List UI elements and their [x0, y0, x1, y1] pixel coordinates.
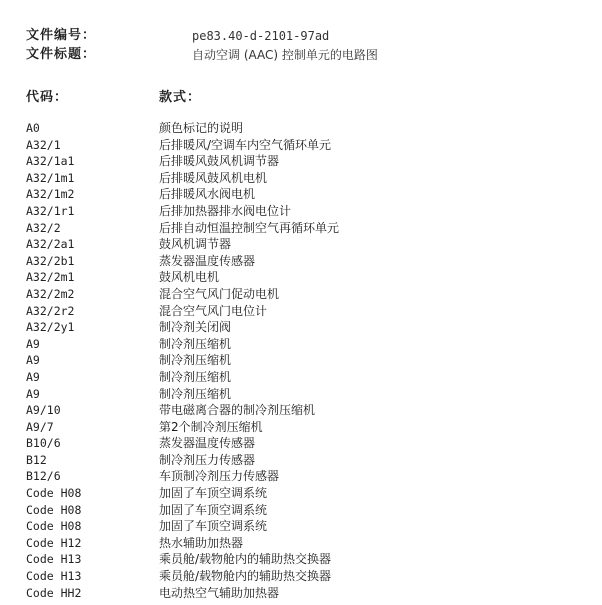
table-row	[26, 352, 586, 369]
component-code: A32/2b1	[26, 253, 75, 268]
table-row	[26, 435, 586, 452]
component-code: A9	[26, 353, 40, 368]
doc-number-label: 文件编号：	[26, 28, 97, 43]
table-row	[26, 551, 586, 568]
component-code: A9	[26, 369, 40, 384]
table-row	[26, 419, 586, 436]
component-code: Code H13	[26, 569, 82, 584]
component-list	[26, 120, 586, 601]
component-description: 混合空气风门促动电机	[159, 286, 280, 301]
component-code: A32/2r2	[26, 303, 75, 318]
component-code: B12	[26, 452, 47, 467]
component-code: Code H08	[26, 502, 82, 517]
doc-title-label: 文件标题：	[26, 47, 97, 62]
component-description: 后排自动恒温控制空气再循环单元	[159, 220, 340, 235]
table-row	[26, 518, 586, 535]
table-row	[26, 585, 586, 602]
component-description: 蒸发器温度传感器	[159, 253, 256, 268]
component-description: 制冷剂压力传感器	[159, 452, 256, 467]
doc-title-value: 自动空调 (AAC) 控制单元的电路图	[192, 48, 378, 62]
doc-number-value: pe83.40-d-2101-97ad	[192, 29, 330, 43]
component-code: A32/2a1	[26, 237, 75, 252]
table-row	[26, 303, 586, 320]
component-description: 制冷剂压缩机	[159, 386, 232, 401]
component-description: 后排暖风鼓风机电机	[159, 170, 268, 185]
component-code: Code HH2	[26, 585, 82, 600]
component-description: 后排暖风水阀电机	[159, 187, 256, 202]
component-description: 加固了车顶空调系统	[159, 486, 268, 501]
component-code: A32/1	[26, 137, 61, 152]
table-row	[26, 386, 586, 403]
component-code: A9/10	[26, 403, 61, 418]
component-description: 电动热空气辅助加热器	[159, 585, 280, 600]
table-row	[26, 452, 586, 469]
table-row	[26, 170, 586, 187]
component-description: 鼓风机调节器	[159, 237, 232, 252]
component-code: A32/2m2	[26, 286, 75, 301]
table-row	[26, 568, 586, 585]
component-code: A32/2y1	[26, 320, 75, 335]
component-description: 第2个制冷剂压缩机	[159, 419, 263, 434]
component-description: 颜色标记的说明	[159, 121, 244, 135]
component-description: 后排暖风鼓风机调节器	[159, 154, 280, 169]
component-code: A32/2m1	[26, 270, 75, 285]
table-row	[26, 319, 586, 336]
component-description: 混合空气风门电位计	[159, 303, 268, 318]
table-row	[26, 269, 586, 286]
component-code: A32/1m2	[26, 187, 75, 202]
component-description: 鼓风机电机	[159, 270, 220, 285]
component-code: Code H13	[26, 552, 82, 567]
table-row	[26, 220, 586, 237]
component-code: Code H08	[26, 486, 82, 501]
component-description: 后排暖风/空调车内空气循环单元	[159, 137, 332, 152]
component-code: B12/6	[26, 469, 61, 484]
column-header-style: 款式：	[159, 90, 202, 105]
table-row	[26, 535, 586, 552]
component-code: A9	[26, 386, 40, 401]
component-description: 乘员舱/载物舱内的辅助热交换器	[159, 569, 332, 584]
component-code: A9/7	[26, 419, 54, 434]
column-header-code: 代码：	[26, 90, 69, 105]
table-row	[26, 468, 586, 485]
table-row	[26, 402, 586, 419]
table-header	[26, 89, 586, 107]
table-row	[26, 236, 586, 253]
component-code: A9	[26, 336, 40, 351]
table-row	[26, 153, 586, 170]
table-row	[26, 502, 586, 519]
table-row	[26, 120, 586, 137]
component-code: A0	[26, 121, 40, 135]
table-row	[26, 253, 586, 270]
component-description: 热水辅助加热器	[159, 535, 244, 550]
table-row	[26, 137, 586, 154]
table-row	[26, 186, 586, 203]
table-row	[26, 203, 586, 220]
component-code: A32/1m1	[26, 170, 75, 185]
component-description: 乘员舱/载物舱内的辅助热交换器	[159, 552, 332, 567]
component-description: 蒸发器温度传感器	[159, 436, 256, 451]
component-code: A32/1a1	[26, 154, 75, 169]
component-code: Code H08	[26, 519, 82, 534]
component-description: 带电磁离合器的制冷剂压缩机	[159, 403, 316, 418]
component-description: 制冷剂压缩机	[159, 353, 232, 368]
component-code: B10/6	[26, 436, 61, 451]
component-description: 车顶制冷剂压力传感器	[159, 469, 280, 484]
component-code: Code H12	[26, 535, 82, 550]
table-row	[26, 286, 586, 303]
component-description: 制冷剂压缩机	[159, 369, 232, 384]
component-code: A32/1r1	[26, 203, 75, 218]
component-description: 制冷剂关闭阀	[159, 320, 232, 335]
component-description: 加固了车顶空调系统	[159, 502, 268, 517]
component-description: 后排加热器排水阀电位计	[159, 203, 292, 218]
table-row	[26, 369, 586, 386]
component-description: 加固了车顶空调系统	[159, 519, 268, 534]
component-description: 制冷剂压缩机	[159, 336, 232, 351]
table-row	[26, 336, 586, 353]
component-code: A32/2	[26, 220, 61, 235]
table-row	[26, 485, 586, 502]
